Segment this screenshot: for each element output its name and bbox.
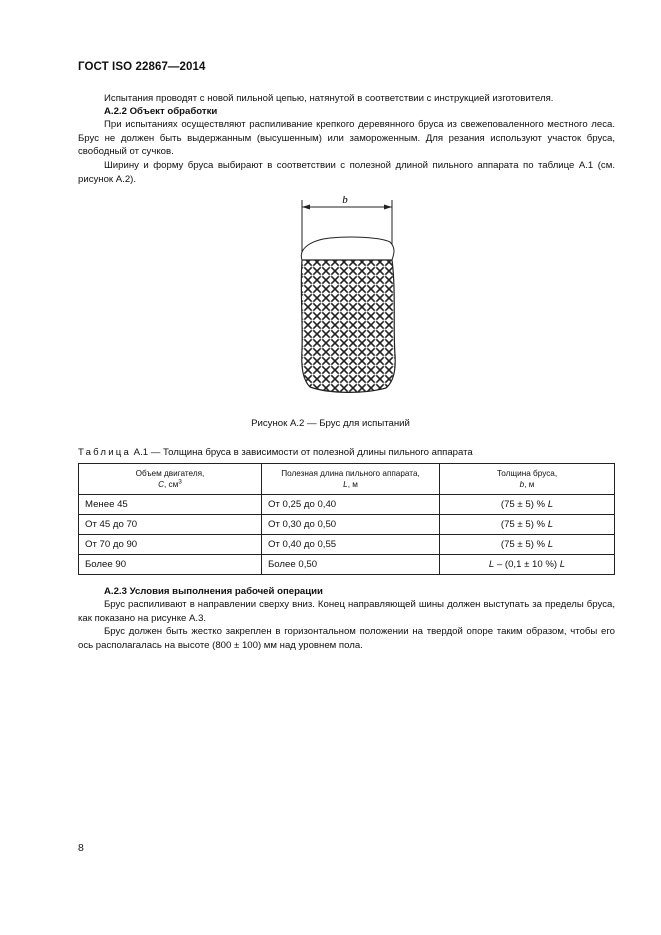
table-row: [79, 515, 615, 535]
table-row: [79, 555, 615, 575]
table-header-row: [79, 464, 615, 495]
paragraph-chain-test: Испытания проводят с новой пильной цепью, натянутой в соответствии с инструкцией изготовителя.: [104, 93, 554, 104]
cell-length: Более 0,50: [262, 555, 440, 575]
cell-length: От 0,25 до 0,40: [262, 495, 440, 515]
cell-volume: Менее 45: [79, 495, 262, 515]
header-var: b: [519, 480, 525, 489]
header-line: Толщина бруса,: [496, 469, 558, 478]
cell-volume: От 45 до 70: [79, 515, 262, 535]
dimension-arrow-left: [302, 205, 310, 210]
paragraph-test-object: При испытаниях осуществляют распиливание крепкого деревянного бруса из свежеповаленного местного леса. Брус не должен быть выдержанным (высушенным) или замороженным. Для резания используют участок бруса, свободный от сучков.: [78, 119, 615, 158]
header-engine-volume: [79, 464, 262, 495]
cell-thickness: (75 ± 5) % L: [440, 495, 615, 515]
paragraph-width-shape: Ширину и форму бруса выбирают в соответствии с полезной длиной пильного аппарата по таблице А.1 (см. рисунок А.2).: [78, 160, 615, 185]
beam-top-outline: [301, 237, 394, 260]
paragraph-beam-fixing: Брус должен быть жестко закреплен в горизонтальном положении на твердой опоре таким образом, чтобы его ось располагалась на высоте (800 ± 100) мм над уровнем пола.: [78, 626, 615, 651]
paragraph-cutting-direction: Брус распиливают в направлении сверху вниз. Конец направляющей шины должен выступать за пределы бруса, как показано на рисунке А.3.: [78, 599, 615, 624]
header-unit: , см: [164, 480, 179, 489]
cell-thickness: (75 ± 5) % L: [440, 515, 615, 535]
cell-length: От 0,40 до 0,55: [262, 535, 440, 555]
header-unit: , м: [347, 480, 358, 489]
table-row: [79, 535, 615, 555]
figure-caption: Рисунок А.2 — Брус для испытаний: [251, 418, 410, 429]
header-var: L: [343, 480, 348, 489]
table-caption-prefix: Таблица: [78, 447, 132, 458]
section-heading-a22: А.2.2 Объект обработки: [104, 106, 218, 117]
dimension-label-b: b: [342, 194, 348, 206]
cell-volume: От 70 до 90: [79, 535, 262, 555]
dimension-arrow-right: [384, 205, 392, 210]
header-line: Полезная длина пильного аппарата,: [281, 469, 420, 478]
header-line: Объем двигателя,: [135, 469, 205, 478]
cell-length: От 0,30 до 0,50: [262, 515, 440, 535]
header-unit: , м: [524, 480, 535, 489]
cell-volume: Более 90: [79, 555, 262, 575]
header-var: C: [158, 480, 164, 489]
header-beam-thickness: [440, 464, 615, 495]
table-caption-text: А.1 — Толщина бруса в зависимости от полезной длины пильного аппарата: [131, 447, 473, 458]
page-number: 8: [78, 842, 84, 854]
document-header: ГОСТ ISO 22867—2014: [78, 61, 206, 73]
cell-thickness: L – (0,1 ± 10 %) L: [440, 555, 615, 575]
thickness-table: [78, 463, 615, 575]
header-useful-length: [262, 464, 440, 495]
beam-hatched-section: [290, 258, 405, 398]
section-heading-a23: А.2.3 Условия выполнения рабочей операции: [104, 586, 323, 597]
figure-beam-drawing: [290, 190, 405, 400]
table-row: [79, 495, 615, 515]
header-sup: 3: [178, 478, 182, 486]
cell-thickness: (75 ± 5) % L: [440, 535, 615, 555]
table-caption: [78, 447, 473, 458]
